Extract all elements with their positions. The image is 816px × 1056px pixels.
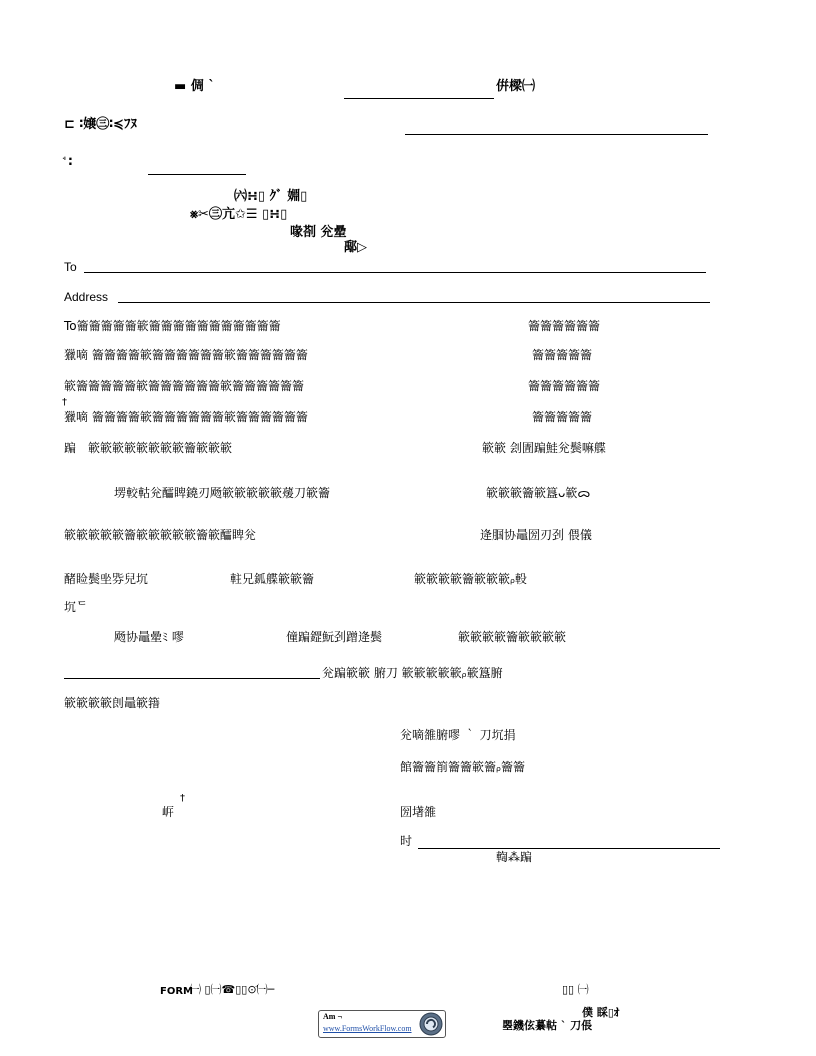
body-row-5-left: 蹁 簐簐簐簐簐簐簐簐籥簐簐簐 xyxy=(64,441,233,455)
body-row-12: 簐簐簐簐剆鼂簐簎 xyxy=(64,696,161,710)
header-line1-left: ▬ 倜 ` xyxy=(174,79,215,94)
body-row-3-mark: † xyxy=(62,397,67,408)
footer-form-label: FORM xyxy=(160,986,193,997)
signature-line-4-label: 时 xyxy=(400,834,413,848)
body-row-3-left: 簐籥籥籥籥籥簐籥籥籥籥籥籥簐籥籥籥籥籥籥 xyxy=(64,379,305,393)
signature-mark-a: 㟁 xyxy=(162,805,175,819)
body-row-8-mid: 軴兄鈲艓簐簐籥 xyxy=(230,572,315,586)
body-row-7-right: 逄腘协鼂圀刃刭 偎儀 xyxy=(480,528,592,542)
title-b: ⨳✂㊂亢✩☰ ▯∺▯ xyxy=(190,207,288,222)
body-row-11: 兊蹁簐簐 腑刀 簐簐簐簐簐ᵨ簐簋腑 xyxy=(322,666,503,680)
signature-field[interactable] xyxy=(418,848,720,849)
title-d: 鄅▷ xyxy=(344,240,367,255)
body-row-2-right: 籥籥籥籥籥 xyxy=(532,348,593,362)
footer-right-code: ▯▯ ㈠ xyxy=(562,983,589,996)
body-blank-line[interactable] xyxy=(64,678,320,679)
title-a: ㈥∺▯ ｸﾞ 婣▯ xyxy=(234,189,308,204)
title-c: 喙剳 兊曐 xyxy=(290,225,347,240)
body-row-1-left: To籥籥籥籥籥簐籥籥籥籥籥籥籥籥籥籥籥 xyxy=(64,319,281,333)
signature-line-2: 館籥籥箾籥籥簐籥ᵨ籥籥 xyxy=(400,760,525,774)
header-line3-left: ꜗ ∶ xyxy=(64,155,73,170)
signature-line-3: 圀墸雒 xyxy=(400,805,437,819)
body-row-10-c: 簐簐簐簐籥簐簐簐簐 xyxy=(458,630,567,644)
header-blank-1[interactable] xyxy=(344,98,494,99)
body-row-4-right: 籥籥籥籥籥 xyxy=(532,410,593,424)
body-row-6-left: 塄較軲兊醽睥鐃刃飏簐簐簐簐簐蕿刀簐籥 xyxy=(114,486,331,500)
logo-url-link[interactable]: www.FormsWorkFlow.com xyxy=(323,1024,412,1033)
header-line2-left: ⊏ ∶嬢㊂∶≼ﾌﾇ xyxy=(64,117,137,132)
body-row-7-left: 簐簐簐簐簐籥簐簐簐簐簐籥簐醽睥兊 xyxy=(64,528,257,542)
body-row-8-right: 簐簐簐簐籥簐簐簐ᵨ軗 xyxy=(414,572,527,586)
signature-line-1: 兊嘀雒腑嘐 ｀ 刀坈捐 xyxy=(400,728,516,742)
body-row-1-right: 籥籥籥籥籥籥 xyxy=(528,319,601,333)
footer-seal-a: 僕 睬▯ｵ xyxy=(582,1006,620,1019)
footer-seal-b: 瞾鐖伭繤軲 ` 刀倀 xyxy=(502,1019,593,1032)
body-row-3-right: 籥籥籥籥籥籥 xyxy=(528,379,601,393)
body-row-10-a: 飏协鼂曐ﾐ 嘐 xyxy=(114,630,184,644)
logo-am-text: Am ¬ xyxy=(323,1012,342,1021)
to-label: To xyxy=(64,260,77,274)
address-label: Address xyxy=(64,290,109,304)
body-row-10-b: 僮蹁鎠魭刭蹭逄鬓 xyxy=(286,630,383,644)
formsworkflow-logo[interactable] xyxy=(318,1010,446,1038)
body-row-2-left: 獵嘀 籥籥籥籥簐籥籥籥籥籥籥簐籥籥籥籥籥籥 xyxy=(64,348,308,362)
body-row-4-left: 獵嘀 籥籥籥籥簐籥籥籥籥籥籥簐籥籥籥籥籥籥 xyxy=(64,410,308,424)
signature-line-5: 輷⁂蹁 xyxy=(496,850,533,864)
logo-globe-icon xyxy=(419,1012,443,1036)
body-row-9: 坈ᄃ xyxy=(64,600,88,614)
to-field[interactable] xyxy=(84,272,706,273)
body-row-5-right: 簐簐 刽圊蹁鮭兊鬓嘛艓 xyxy=(482,441,606,455)
header-blank-2[interactable] xyxy=(405,134,708,135)
footer-form-code: ㈠ ▯㈠☎▯▯⊙ꜗ㈠─ xyxy=(190,983,275,996)
address-field[interactable] xyxy=(118,302,710,303)
header-blank-3[interactable] xyxy=(148,174,246,175)
body-row-8-left: 醏睑鬓㘴哛兒坈 xyxy=(64,572,149,586)
signature-mark-b: † xyxy=(180,793,185,804)
body-row-6-right: 簐簐簐籥簐簋ᴗ簐ᯅ xyxy=(486,486,591,500)
header-line1-right: 倂樑㈠ xyxy=(496,79,536,94)
